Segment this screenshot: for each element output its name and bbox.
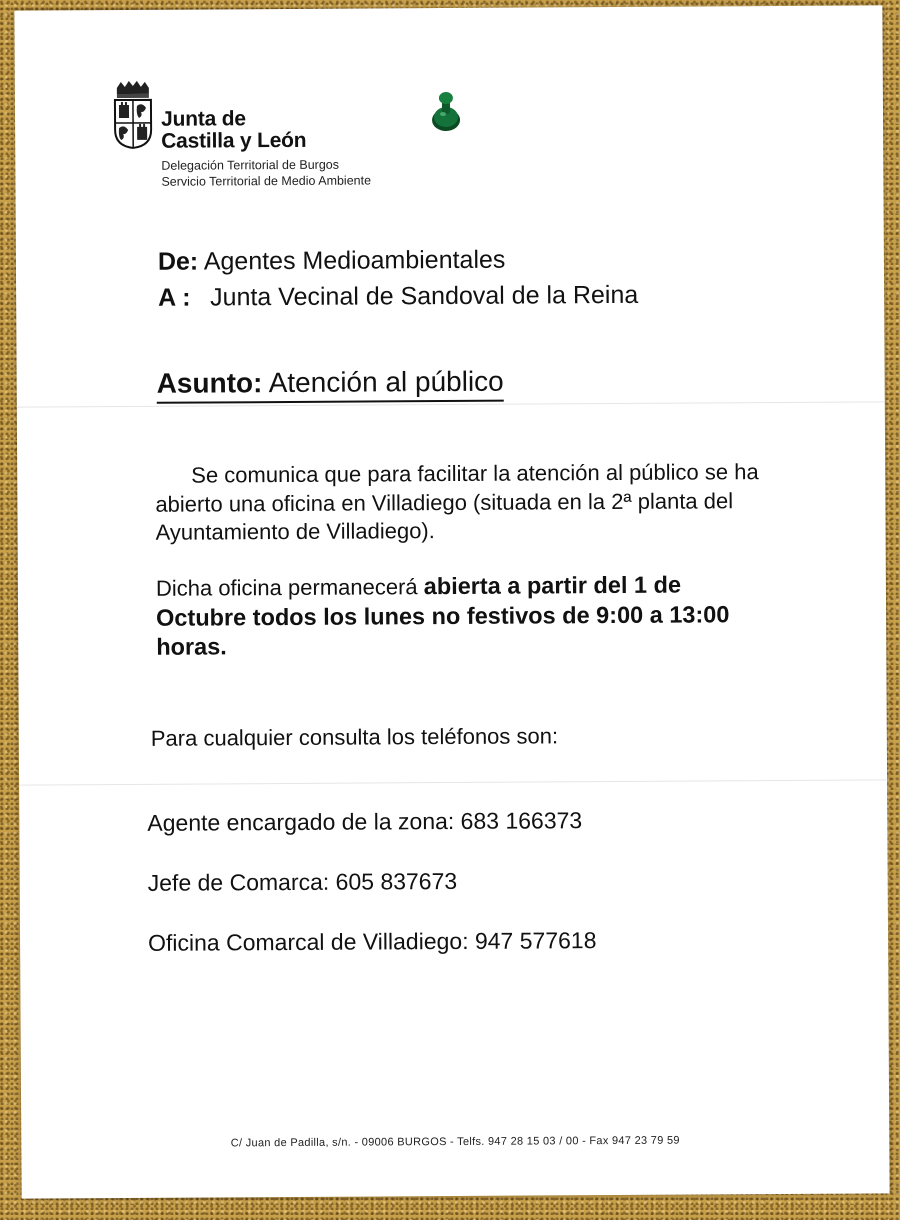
delegation-name: Delegación Territorial de Burgos [161, 157, 340, 173]
memo-to [158, 281, 638, 313]
contact-line: Agente encargado de la zona: 683 166373 [147, 807, 583, 836]
contacts-intro: Para cualquier consulta los teléfonos son: [150, 723, 559, 751]
body-paragraph-1: Se comunica que para facilitar la atención al público se ha abierto una oficina en Villadiego (situada en la 2ª planta del Ayuntamiento de Villadiego). [155, 459, 759, 545]
subject-value: Atención al público [268, 365, 504, 399]
org-name-line1: Junta de [160, 107, 246, 131]
memo-subject [157, 366, 504, 404]
body-paragraph-2 [156, 570, 777, 662]
footer-address: C/ Juan de Padilla, s/n. - 09006 BURGOS - Telfs. 947 28 15 03 / 00 - Fax 947 23 79 59 [230, 1134, 680, 1150]
to-label: A : [158, 283, 191, 312]
fold-line [17, 401, 885, 407]
contact-line: Oficina Comarcal de Villadiego: 947 577618 [147, 927, 597, 956]
org-name-line2: Castilla y León [161, 128, 307, 153]
push-pin-icon [429, 90, 463, 132]
coat-of-arms-icon [111, 80, 155, 150]
from-label: De: [157, 247, 199, 276]
fold-line [19, 779, 887, 785]
contact-line: Jefe de Comarca: 605 837673 [147, 867, 458, 896]
from-value: Agentes Medioambientales [203, 245, 506, 276]
to-value: Junta Vecinal de Sandoval de la Reina [210, 280, 639, 312]
notice-sheet [14, 5, 889, 1198]
subject-label: Asunto: [156, 367, 263, 399]
service-name: Servicio Territorial de Medio Ambiente [161, 173, 372, 189]
paragraph2-lead: Dicha oficina permanecerá [155, 574, 424, 601]
memo-from [158, 246, 506, 277]
opening-hours-text: abierta a partir del 1 de Octubre todos los lunes no festivos de 9:00 a 13:00 horas. [156, 571, 730, 660]
